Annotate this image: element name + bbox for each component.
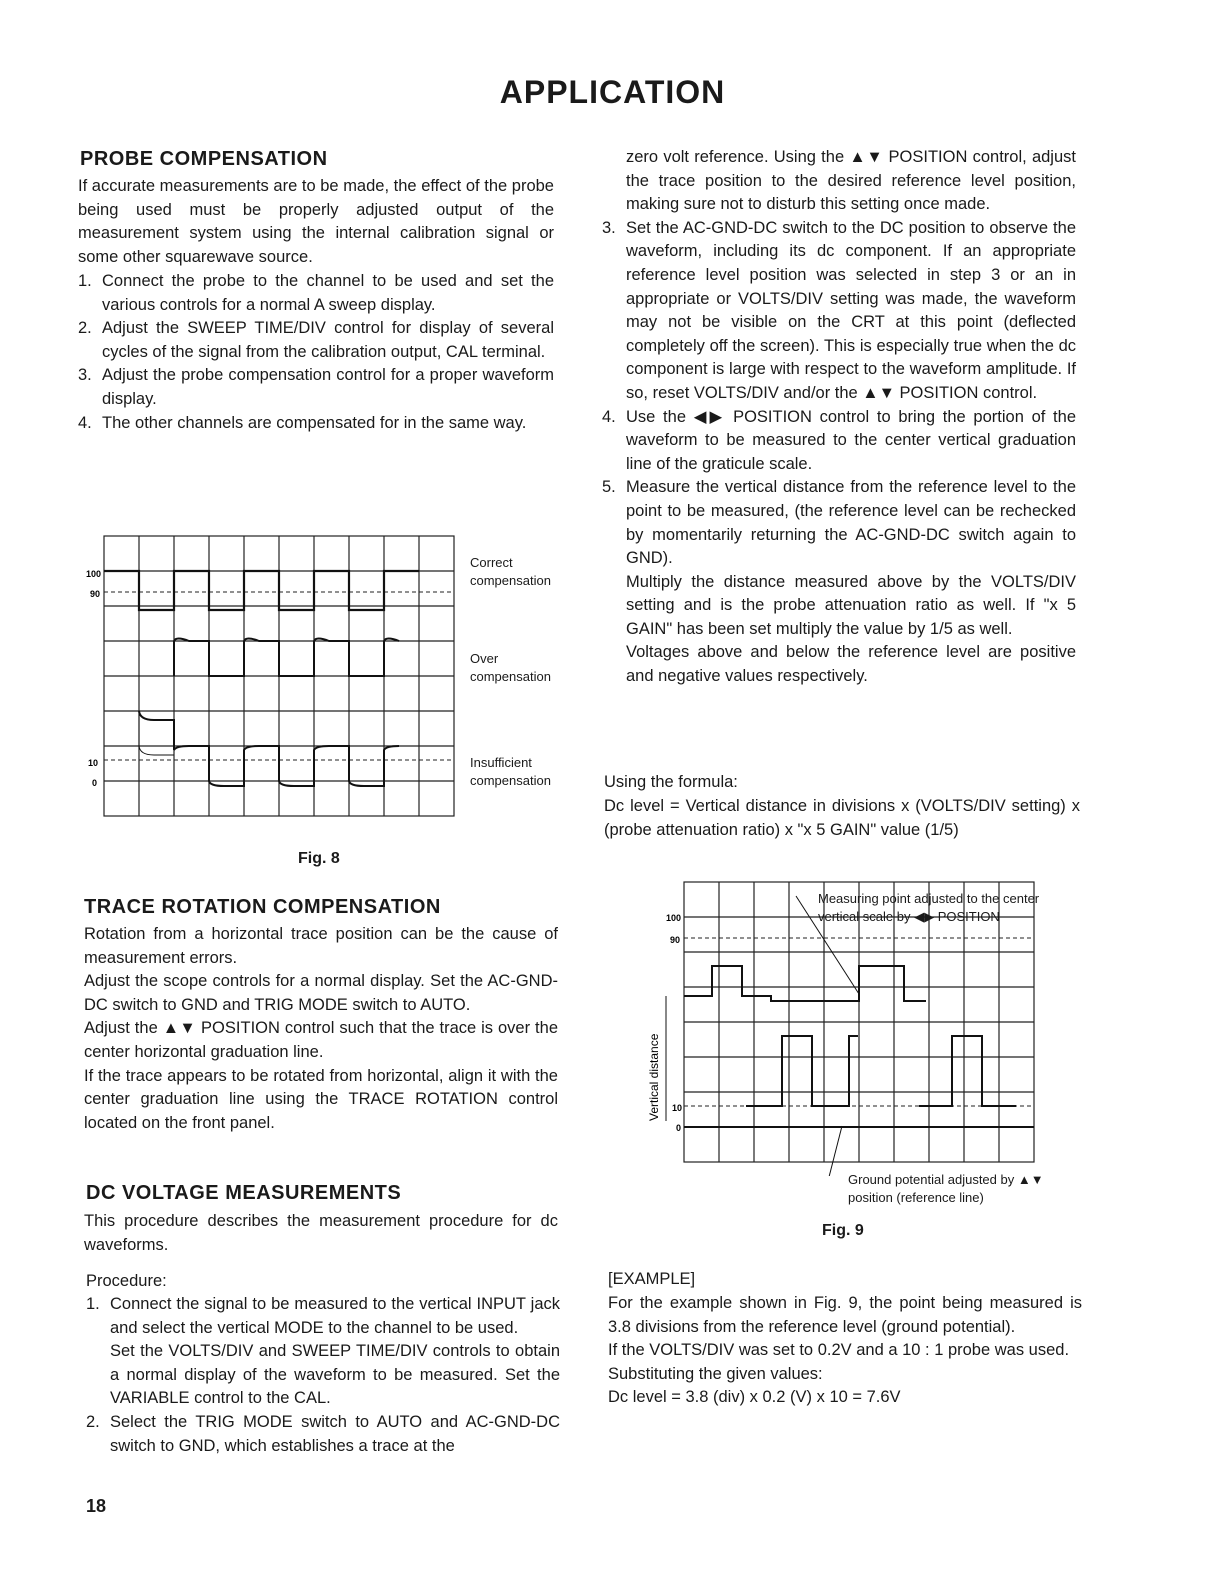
trace-body: Rotation from a horizontal trace position can be the cause of measurement errors. Adjust the scope controls for a normal display. Set the AC-GND-DC switch to GND and TRIG MODE switch to AUTO. Adjust the ▲▼ POSITION control such that the trace is over the center horizontal graduation line. If the trace appears to be rotated from horizontal, align it with the center graduation line using the TRACE ROTATION control located on the front panel. xyxy=(84,925,558,1132)
list-item-cont: Multiply the distance measured above by the VOLTS/DIV setting and is the probe attenuation ratio as well. If "x 5 GAIN" has been set multiply the value by 1/5 as well. xyxy=(626,572,1076,638)
fig8-tick-10: 10 xyxy=(88,758,99,768)
list-item: 5. Measure the vertical distance from the reference level to the point to be measured, (the reference level can be rechecked by momentarily returning the AC-GND-DC switch again to GND). xyxy=(602,478,1076,568)
probe-steps xyxy=(78,270,554,435)
fig9-tick-10: 10 xyxy=(672,1103,683,1113)
list-item: 3. Set the AC-GND-DC switch to the DC position to observe the waveform, including its dc component. If an appropriate reference level position was selected in step 3 or an in appropriate or VOLTS/DIV setting was made, the waveform may not be visible on the CRT at this point (deflected completely off the screen). This is especially true when the dc component is large with respect to the waveform amplitude. If so, reset VOLTS/DIV and/or the ▲▼ POSITION control. xyxy=(602,218,1076,402)
fig9-tick-0: 0 xyxy=(676,1123,682,1133)
page-title: APPLICATION xyxy=(499,74,726,110)
list-item-cont: Voltages above and below the reference level are positive and negative values respectively. xyxy=(626,643,1076,686)
fig8-caption: Fig. 8 xyxy=(298,850,340,867)
fig8-label-correct: Correct compensation xyxy=(470,555,551,588)
page-number: 18 xyxy=(86,1496,107,1516)
dc-heading: DC VOLTAGE MEASUREMENTS xyxy=(86,1182,402,1204)
trace-heading: TRACE ROTATION COMPENSATION xyxy=(84,896,441,918)
list-item: 2. Select the TRIG MODE switch to AUTO and AC-GND-DC switch to GND, which establishes a trace at the xyxy=(86,1412,560,1455)
fig8-label-insufficient: Insufficient compensation xyxy=(470,755,551,788)
list-item-cont: Set the VOLTS/DIV and SWEEP TIME/DIV controls to obtain a normal display of the waveform to be measured. Set the VARIABLE control to the CAL. xyxy=(110,1342,560,1408)
formula: Dc level = Vertical distance in divisions x (VOLTS/DIV setting) x (probe attenuation ratio) x "x 5 GAIN" value (1/5) xyxy=(604,797,1080,839)
dc-steps-left xyxy=(86,1293,560,1458)
example-body: For the example shown in Fig. 9, the point being measured is 3.8 divisions from the reference level (ground potential). If the VOLTS/DIV was set to 0.2V and a 10 : 1 probe was used. Substituting the given values: Dc level = 3.8 (div) x 0.2 (V) x 10 = 7.6V xyxy=(608,1294,1082,1407)
fig8-tick-100: 100 xyxy=(86,569,102,579)
fig9-annot-top: Measuring point adjusted to the center vertical scale by ◀▶ POSITION xyxy=(818,891,1040,924)
example-heading: [EXAMPLE] xyxy=(608,1270,696,1288)
list-item: 3. Adjust the probe compensation control for a proper waveform display. xyxy=(78,366,554,408)
list-item: 4. Use the ◀▶ POSITION control to bring the portion of the waveform to be measured to the center vertical graduation line of the graticule scale. xyxy=(602,407,1076,473)
fig9-vertical-label: Vertical distance xyxy=(647,1033,661,1121)
list-item: 2. Adjust the SWEEP TIME/DIV control for display of several cycles of the signal from the calibration output, CAL terminal. xyxy=(78,319,554,361)
procedure-label: Procedure: xyxy=(86,1272,167,1290)
list-item: 1. Connect the signal to be measured to the vertical INPUT jack and select the vertical MODE to the channel to be used. xyxy=(86,1295,560,1337)
list-item: 1. Connect the probe to the channel to be used and set the various controls for a normal A sweep display. xyxy=(78,272,554,314)
dc-intro: This procedure describes the measurement procedure for dc waveforms. xyxy=(84,1212,558,1254)
list-item: 4. The other channels are compensated for in the same way. xyxy=(78,413,527,432)
fig8-label-over: Over compensation xyxy=(470,651,551,684)
fig9-annot-bottom: Ground potential adjusted by ▲▼ position (reference line) xyxy=(848,1172,1044,1205)
fig9-tick-100: 100 xyxy=(666,913,682,923)
list-item-cont: zero volt reference. Using the ▲▼ POSITION control, adjust the trace position to the desired reference level position, making sure not to disturb this setting once made. xyxy=(626,148,1076,214)
fig8-tick-90: 90 xyxy=(90,589,101,599)
fig9-tick-90: 90 xyxy=(670,935,681,945)
fig8-tick-0: 0 xyxy=(92,778,98,788)
dc-steps-right xyxy=(602,146,1076,689)
fig9-caption: Fig. 9 xyxy=(822,1222,864,1239)
probe-heading: PROBE COMPENSATION xyxy=(80,148,328,170)
formula-label: Using the formula: xyxy=(604,773,738,791)
probe-intro: If accurate measurements are to be made, the effect of the probe being used must be properly adjusted output of the measurement system using the internal calibration signal or some other squarewave source. xyxy=(78,177,554,266)
